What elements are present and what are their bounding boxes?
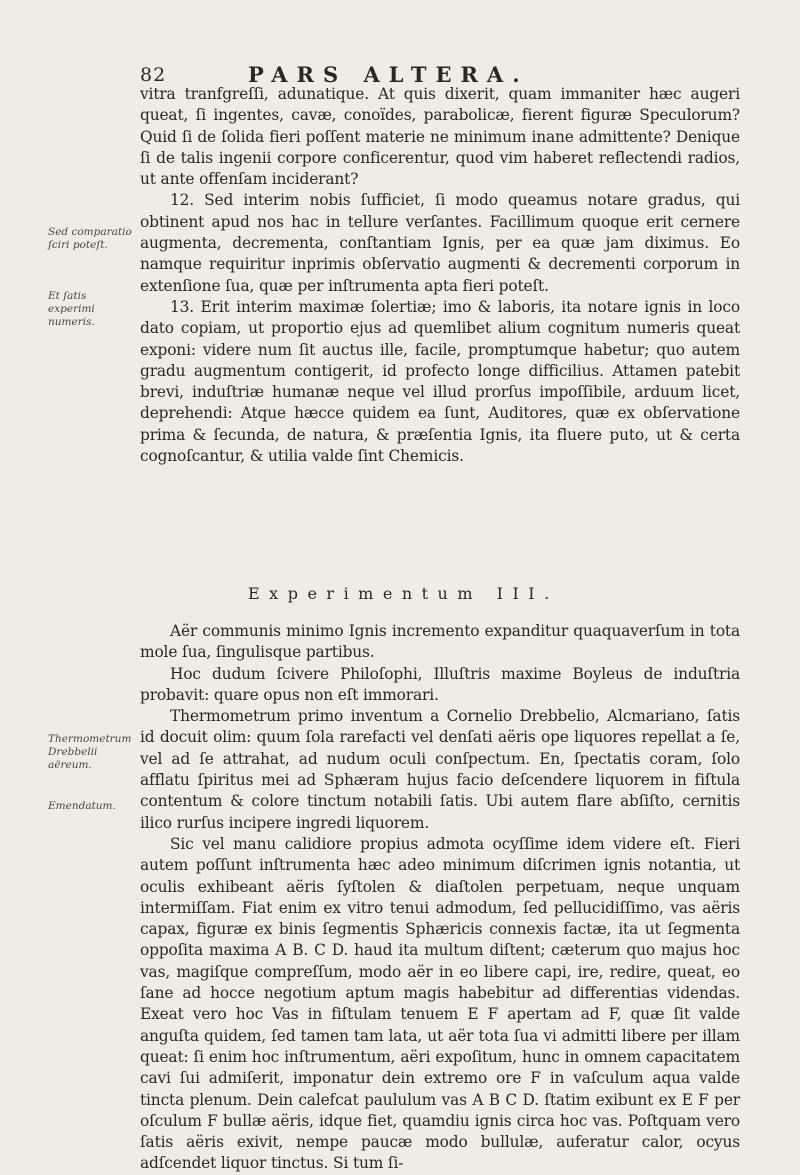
page-number: 82 <box>140 64 167 86</box>
page-header <box>140 62 700 86</box>
paragraph-proposition: Aër communis minimo Ignis incremento expanditur quaquaverſum in tota mole ſua, ſingulisque partibus. <box>140 622 740 662</box>
margin-note-comparatio: Sed comparatio ſciri poteſt. <box>48 226 132 251</box>
paragraph-13: 13. Erit interim maximæ ſolertiæ; imo & laboris, ita notare ignis in loco dato copiam, ut proportio ejus ad quemlibet alium cognitum numeris queat exponi: videre num ſit auctus ille, facile, promptumque habetur; quo autem gradu augmentum contigerit, id profecto longe difficilius. Attamen patebit brevi, induſtriæ humanæ neque vel illud prorſus impoſſibile, arduum licet, deprehendi: Atque hæcce quidem ea ſunt, Auditores, quæ ex obſervatione prima & ſecunda, de natura, & præſentia Ignis, ita fluere puto, ut & certa cognoſcantur, & utilia valde ſint Chemicis. <box>140 297 740 466</box>
running-title: PARS ALTERA. <box>248 62 529 87</box>
margin-note-thermometrum: Thermometrum Drebbelii aëreum. <box>48 733 132 771</box>
paragraph-continuation: vitra tranfgreſſi, adunatique. At quis dixerit, quam immaniter hæc augeri queat, ſi ingentes, cavæ, conoïdes, parabolicæ, fierent figuræ Speculorum? Quid ſi de ſolida fieri poſſent materie ne minimum inane admittente? Denique ſi de talis ingenii corpore conficerentur, quod vim haberet reflectendi radios, ut ante offenſam inciderant? <box>140 85 740 189</box>
paragraph-12: 12. Sed interim nobis ſufficiet, ſi modo queamus notare gradus, qui obtinent apud nos hac in tellure verſantes. Facillimum quoque erit cernere augmenta, decrementa, conſtantiam Ignis, per ea quæ jam diximus. Eo namque requiritur inprimis obſervatio augmenti & decrementi corporum in extenſione ſua, quæ per inſtrumenta apta fieri poteſt. <box>140 191 740 295</box>
paragraph-thermometer: Thermometrum primo inventum a Cornelio Drebbelio, Alcmariano, ſatis id docuit olim: quum ſola rarefacti vel denſati aëris ope liquores repellat a ſe, vel ad ſe attrahat, ad nudum oculi conſpectum. En, ſpectatis coram, ſolo afflatu ſpiritus mei ad Sphæram hujus facio deſcendere liquorem in fiſtula contentum & colore tinctum notabili ſatis. Ubi autem flare abſiſto, cernitis ilico rurſus incipere ingredi liquorem. <box>140 707 740 832</box>
paragraph-boyle: Hoc dudum ſcivere Philoſophi, Illuſtris maxime Boyleus de induſtria probavit: quare opus non eſt immorari. <box>140 664 740 704</box>
experiment-heading: Experimentum III. <box>248 584 559 603</box>
margin-note-numeris: Et ſatis experimi numeris. <box>48 290 95 328</box>
margin-note-emendatum: Emendatum. <box>48 800 116 812</box>
paragraph-instrument: Sic vel manu calidiore propius admota ocyſſime idem videre eſt. Fieri autem poſſunt inſtrumenta hæc adeo minimum diſcrimen ignis notantia, ut oculis exhibeant aëris ſyſtolen & diaſtolen perpetuam, neque unquam intermiſſam. Fiat enim ex vitro tenui admodum, ſed pellucidiſſimo, vas aëris capax, figuræ ex binis ſegmentis Sphæricis connexis factæ, ita ut ſegmenta oppoſita maxima A B. C D. haud ita multum diſtent; cæterum quo majus hoc vas, magiſque compreſſum, modo aër in eo libere capi, ire, redire, queat, eo ſane ad hocce negotium aptum magis habebitur ad differentias videndas. Exeat vero hoc Vas in fiſtulam tenuem E F apertam ad F, quæ ſit valde anguſta quidem, ſed tamen tam lata, ut aër tota ſua vi admitti libere per illam queat: ſi enim hoc inſtrumentum, aëri expoſitum, hunc in omnem capacitatem cavi ſui admiſerit, imponatur dein extremo ore F in vaſculum aqua valde tincta plenum. Dein calefcat paululum vas A B C D. ſtatim exibunt ex E F per oſculum F bullæ aëris, idque fiet, quamdiu ignis circa hoc vas. Poſtquam vero ſatis aëris exivit, nempe paucæ modo bullulæ, auferatur calor, ocyus adſcendet liquor tinctus. Si tum ſi- <box>140 834 740 1173</box>
body-text-experiment <box>140 621 740 1175</box>
body-text-top <box>140 84 740 467</box>
